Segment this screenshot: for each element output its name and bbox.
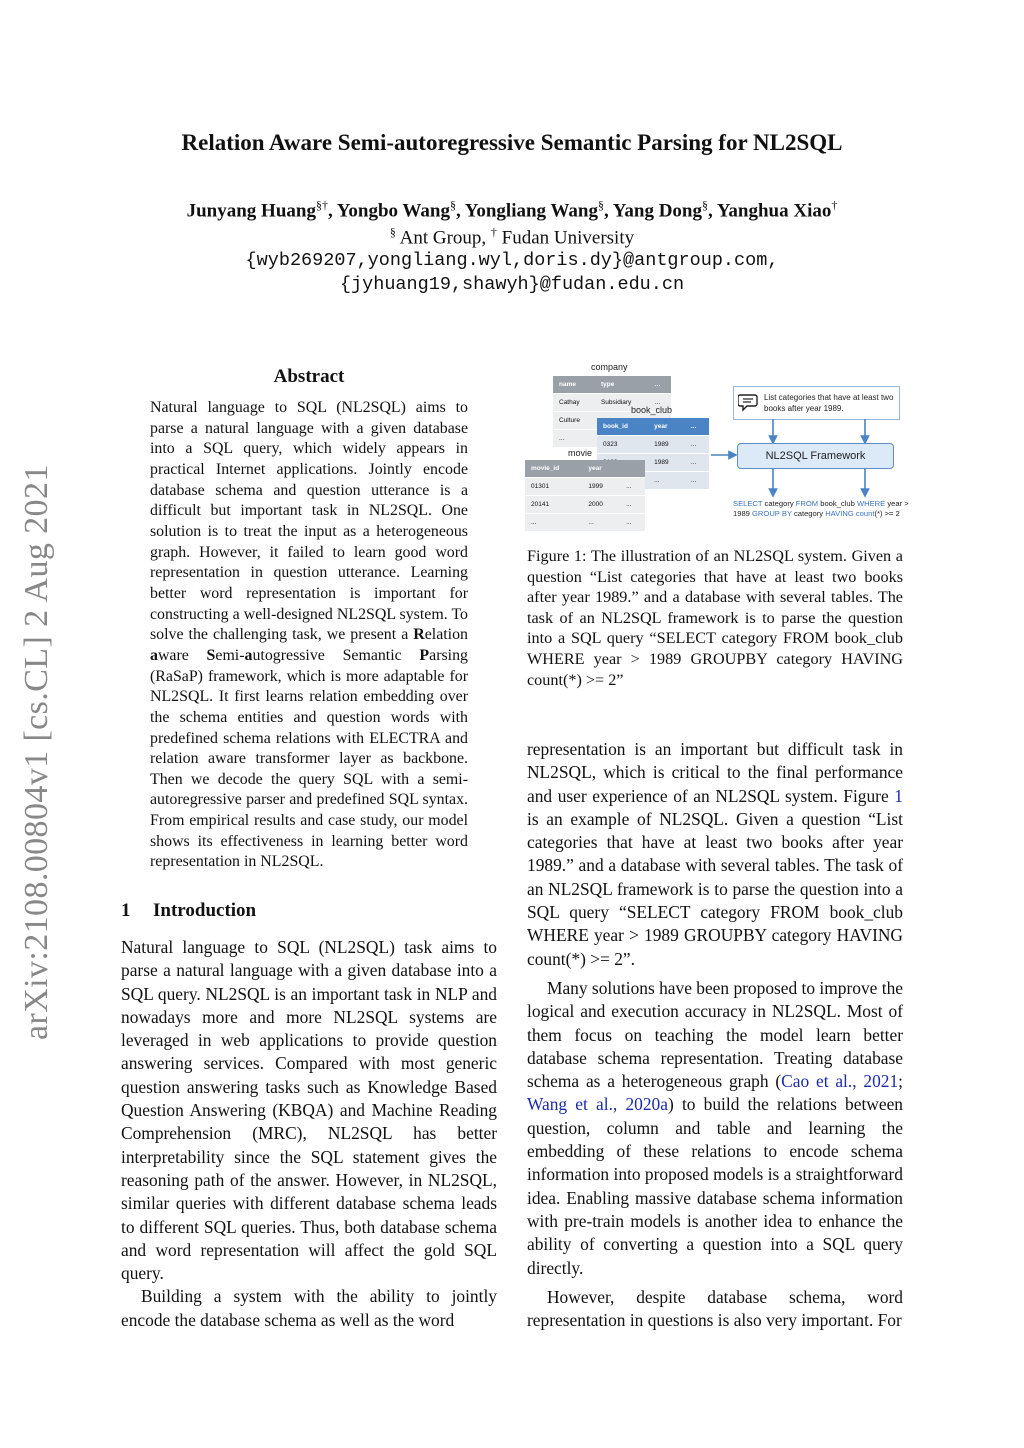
author-affil-mark: §† [315,198,328,212]
section-heading-introduction [121,900,256,922]
citation-cao-link[interactable]: Cao et al., 2021 [781,1071,899,1092]
author-separator: , [708,200,717,222]
table-header-cell: year [582,460,620,478]
abstract-frag: arsing (RaSaP) framework, which is more adaptable for NL2SQL. It first learns relation embedding over the schema entities and question words with predefined schema relations with ELECTRA and relation aware transformer layer as backbone. Then we decode the query SQL with a semi-autoregressive parser and predefined SQL syntax. From empirical results and case study, our model shows its effectiveness in learning better word representation in NL2SQL. [150,646,468,871]
table-cell: ... [620,514,645,532]
author-name: Yongliang Wang [464,200,598,222]
abstract-bold-p: P [419,646,430,664]
citation-separator: ; [898,1071,903,1092]
table-cell: ... [685,436,709,454]
table-cell: ... [553,430,595,448]
table-cell: ... [685,454,709,472]
arxiv-watermark: arXiv:2108.00804v1 [cs.CL] 2 Aug 2021 [18,464,55,1040]
abstract-bold-r: R [413,626,425,644]
right-p1-text: is an example of NL2SQL. Given a question “List categories that have at least two books after year 1989.” and a database with several tables. The task of an NL2SQL framework is to parse the question into a SQL query “SELECT category FROM book_club WHERE year > 1989 GROUPBY category HAVING count(*) >= 2”. [527,808,903,969]
abstract-frag: emi- [215,646,245,664]
email-line-2: {jyhuang19,shawyh}@fudan.edu.cn [339,274,685,295]
movie-table-label: movie [568,448,593,458]
table-cell: ... [525,514,582,532]
table-row [525,514,645,532]
abstract-body [150,398,468,873]
question-box [733,386,900,420]
sql-output [733,499,913,519]
author-separator: , [327,200,337,222]
book-club-table-label: book_club [631,405,673,415]
abstract-bold-s: S [206,646,216,664]
sql-token: (*) >= 2 [874,509,900,518]
right-column-body [527,738,903,1332]
right-paragraph-2 [527,977,903,1280]
table-cell: 0323 [597,436,648,454]
table-cell: ... [648,472,685,490]
author-affil-mark: § [449,198,456,212]
abstract-bold-a: a [150,646,158,664]
sql-keyword: WHERE [856,499,886,508]
table-header-row [597,418,709,436]
table-cell: ... [620,496,645,514]
table-cell: Cathay [553,394,595,412]
section-title: Introduction [153,900,257,921]
author-separator: , [603,200,613,222]
abstract-heading: Abstract [273,366,345,387]
table-header-row [525,460,645,478]
author-separator: , [455,200,465,222]
author-name: Yanghua Xiao [716,200,832,222]
intro-paragraph-1: Natural language to SQL (NL2SQL) task aims to parse a natural language with a given database into a SQL query. NL2SQL is an important task in NLP and nowadays more and more NL2SQL systems are leveraged in web applications to provide question answering services. Compared with most generic question answering tasks such as Knowledge Based Question Answering (KBQA) and Machine Reading Comprehension (MRC), NL2SQL has better interpretability since the SQL statement gives the reasoning path of the answer. However, in NL2SQL, similar queries with different database schema leads to different SQL queries. Thus, both database schema and word representation will affect the gold SQL query. [121,937,497,1284]
paper-title: Relation Aware Semi-autoregressive Semantic Parsing for NL2SQL [181,130,843,155]
abstract-frag: ware [157,646,207,664]
sql-keyword: HAVING [825,509,854,518]
movie-table [525,460,645,531]
table-header-row [553,376,671,394]
table-row [525,496,645,514]
introduction-body [121,936,497,1332]
right-p2-text: ) to build the relations between question, column and table and learning the embedding of these relations to encode schema information into proposed models is a straightforward idea. Enabling massive database schema information with pre-train models is another idea to enhance the ability of converting a question into a SQL query directly. [527,1094,903,1278]
author-affil-mark: † [831,198,838,212]
affiliations [0,225,1024,249]
sql-token: year > 1989 [733,499,909,518]
author-affil-mark: § [702,198,709,212]
table-cell: 1999 [582,478,620,496]
author-affil-mark: § [597,198,604,212]
table-header-cell: movie_id [525,460,582,478]
company-table-label: company [591,362,628,372]
sql-keyword: FROM [795,499,819,508]
table-cell: 1989 [648,454,685,472]
table-header-cell: type [595,376,649,394]
table-cell: ... [649,394,671,412]
author-name: Yang Dong [612,200,703,222]
author-name: Yongbo Wang [336,200,450,222]
abstract-frag: utogressive Semantic [252,646,420,664]
table-row [525,478,645,496]
sql-token: category [762,499,796,508]
table-cell: 01301 [525,478,582,496]
affil-mark-1: § [389,225,396,239]
table-cell: ... [685,472,709,490]
figure-ref-link[interactable]: 1 [894,785,903,806]
sql-token: book_club [818,499,857,508]
table-cell: 20141 [525,496,582,514]
email-line-1: {wyb269207,yongliang.wyl,doris.dy}@antgroup.com, [245,250,779,271]
sql-keyword: count [853,509,875,518]
table-header-cell: name [553,376,595,394]
table-header-cell [620,460,645,478]
table-cell: 1989 [648,436,685,454]
table-header-cell: book_id [597,418,648,436]
question-text: List categories that have at least two books after year 1989. [764,393,894,413]
table-header-cell: ... [685,418,709,436]
right-p1-text: representation is an important but difficult task in NL2SQL, which is critical to the final performance and user experience of an NL2SQL system. Figure [527,739,903,806]
abstract-bold-a2: a [244,646,253,664]
right-p2-text: Many solutions have been proposed to improve the logical and execution accuracy in NL2SQL. Most of them focus on teaching the model learn better database schema representation. Treating database schema as a heterogeneous graph ( [527,977,903,1092]
sql-token: category [791,509,826,518]
table-cell: ... [582,514,620,532]
table-header-cell: year [648,418,685,436]
figure-caption: Figure 1: The illustration of an NL2SQL system. Given a question “List categories that have at least two books after year 1989.” and a database with several tables. The task of an NL2SQL framework is to parse the question into a SQL query “SELECT category FROM book_club WHERE year > 1989 GROUPBY category HAVING count(*) >= 2” [527,547,903,689]
affil-org-2: Fudan University [496,227,635,249]
intro-paragraph-2: Building a system with the ability to jointly encode the database schema as well as the word [121,1286,497,1330]
nl2sql-framework-box: NL2SQL Framework [737,443,894,469]
table-cell: 2000 [582,496,620,514]
table-cell: ... [620,478,645,496]
table-row [597,436,709,454]
chat-bubble-icon [738,393,760,413]
affil-mark-2: † [490,225,497,239]
figure-1 [525,360,910,535]
sql-keyword: SELECT [733,499,763,508]
table-cell: Subsidiary [595,394,649,412]
table-cell: Culture [553,412,595,430]
right-paragraph-3: However, despite database schema, word representation in questions is also very important. For [527,1286,903,1331]
author-name: Junyang Huang [186,200,316,222]
table-header-cell: ... [649,376,671,394]
sql-keyword: GROUP BY [752,509,792,518]
citation-wang-link[interactable]: Wang et al., 2020a [527,1094,668,1115]
section-number: 1 [121,900,131,921]
affil-org-1: Ant Group, [395,227,491,249]
author-list [0,198,1024,222]
right-paragraph-1 [527,738,903,971]
abstract-text: Natural language to SQL (NL2SQL) aims to parse a natural language with a given database into a SQL query, which widely appears in practical Internet applications. Jointly encode database schema and question utterance is a difficult but important task in NL2SQL. One solution is to treat the input as a heterogeneous graph. However, it failed to learn good word representation in question utterance. Learning better word representation is important for constructing a well-designed NL2SQL system. To solve the challenging task, we present a [150,399,468,644]
abstract-frag: elation [424,626,468,644]
